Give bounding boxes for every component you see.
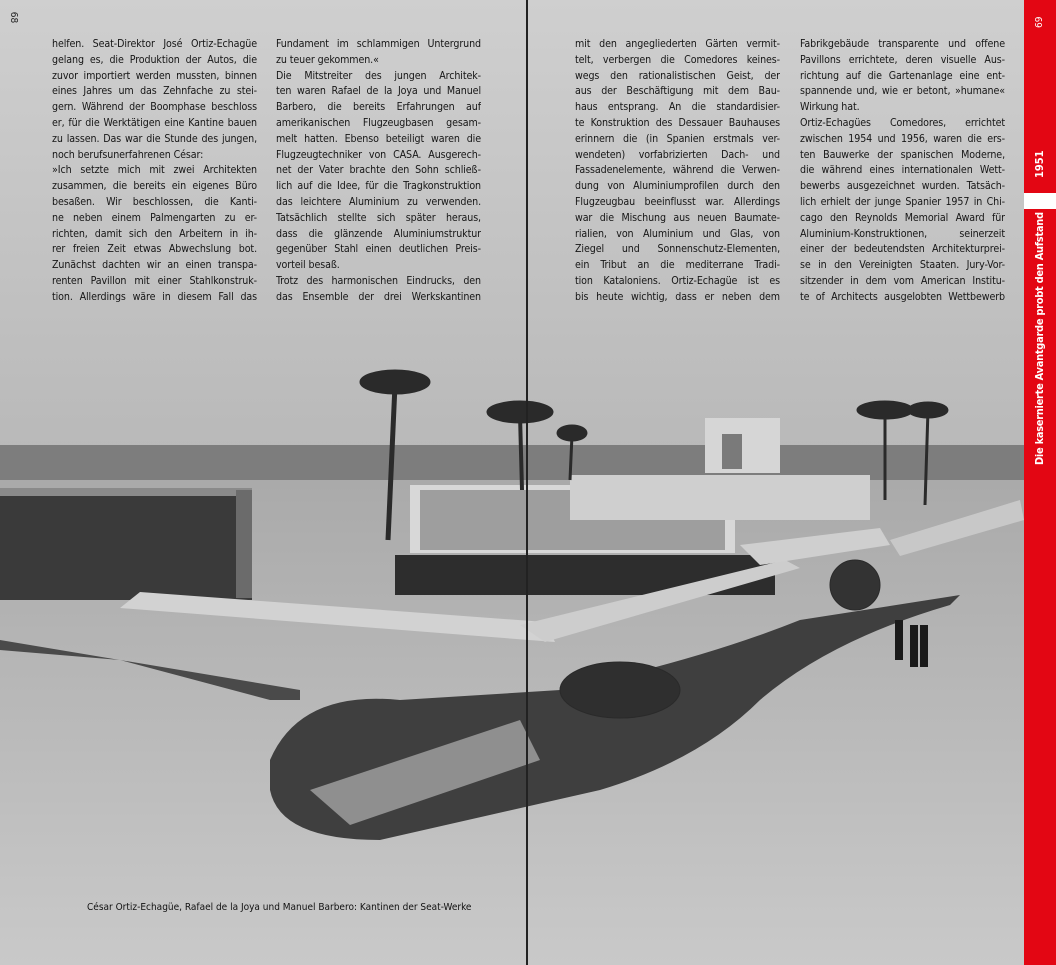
text-line: bewerbs ausgezeichnet wurden. Tatsäch- (800, 180, 1005, 193)
text-line: Fassadenelemente, während die Verwen- (575, 164, 780, 177)
text-line: Barbero, die bereits Erfahrungen auf (276, 101, 481, 114)
text-line: zwischen 1954 und 1956, waren die ers- (800, 132, 1005, 145)
text-line: Flugzeugbau beeinflusst war. Allerdings (575, 195, 780, 208)
text-line: bis heute wichtig, dass er neben dem (575, 290, 780, 303)
text-line: richten, damit sich den Arbeitern in ih- (52, 227, 257, 240)
text-line: richtung auf die Gartenanlage eine ent- (800, 69, 1005, 82)
text-line: war die Mischung aus neuen Baumate- (575, 211, 780, 224)
text-line: einer der bedeutendsten Architekturprei- (800, 243, 1005, 256)
text-line: Tatsächlich stellte sich später heraus, (276, 211, 481, 224)
text-line: Fundament im schlammigen Untergrund (276, 38, 481, 50)
text-column-4 (800, 37, 1005, 306)
side-tab-bar (1024, 0, 1056, 965)
text-line: aus der Beschäftigung mit dem Bau- (575, 85, 780, 98)
text-line: te Konstruktion des Dessauer Bauhauses (575, 116, 780, 129)
text-line: noch berufsunerfahrenen César: (52, 148, 204, 161)
page-number-left: 68 (8, 11, 20, 24)
text-line: lich erhielt der junge Spanier 1957 in Chi- (800, 195, 1005, 208)
text-line: ein Tribut an die mediterrane Tradi- (575, 259, 780, 272)
text-line: dass die glänzende Aluminiumstruktur (276, 227, 481, 240)
text-line: wendeten) vorfabrizierten Dach- und (575, 148, 780, 161)
text-line: se in den Vereinigten Staaten. Jury-Vor- (800, 259, 1005, 272)
text-line: eines Jahres um das Zehnfache zu stei- (52, 85, 257, 98)
text-line: gelang es, die Produktion der Autos, die (52, 53, 257, 66)
text-line: spannende und, wie er betont, »humane« (800, 85, 1005, 98)
text-line: lich auf die Idee, für die Tragkonstruktion (276, 180, 481, 193)
text-line: zusammen, die bereits ein eigenes Büro (52, 180, 257, 193)
text-line: amerikanischen Flugzeugbasen gesam- (276, 116, 481, 129)
text-line: er, für die Werktätigen eine Kantine bauen (52, 116, 257, 129)
text-column-3 (575, 37, 780, 306)
text-line: Flugzeugtechniker von CASA. Ausgerech- (276, 148, 481, 161)
text-line: renten Pavillon mit einer Stahlkonstruk- (52, 274, 257, 287)
text-line: ten Bauwerke der spanischen Moderne, (800, 148, 1005, 161)
text-line: zu teuer gekommen.« (276, 53, 379, 66)
text-column-1 (52, 37, 257, 306)
side-tab-separator (1024, 193, 1056, 209)
text-line: Ortiz-Echagües Comedores, errichtet (800, 116, 1005, 129)
text-line: gegenüber Stahl einen deutlichen Preis- (276, 243, 481, 256)
text-line: das Ensemble der drei Werkskantinen (276, 290, 481, 303)
text-line: Wirkung hat. (800, 101, 860, 114)
text-line: gern. Während der Boomphase beschloss (52, 101, 257, 114)
text-line: te of Architects ausgelobten Wettbewerb (800, 290, 1005, 303)
text-line: Die Mitstreiter des jungen Architek- (276, 69, 481, 82)
text-line: tion Kataloniens. Ortiz-Echagüe ist es (575, 274, 780, 287)
text-line: helfen. Seat-Direktor José Ortiz-Echagüe (52, 38, 257, 50)
text-line: das leichtere Aluminium zu verwenden. (276, 195, 481, 208)
text-column-2 (276, 37, 481, 306)
text-line: Pavillons errichtete, deren visuelle Aus- (800, 53, 1005, 66)
text-line: ten waren Rafael de la Joya und Manuel (276, 85, 481, 98)
text-line: Zunächst dachten wir an einen transpa- (52, 259, 257, 272)
text-line: Fabrikgebäude transparente und offene (800, 38, 1005, 50)
text-line: telt, verbergen die Comedores keines- (575, 53, 780, 66)
text-line: Trotz des harmonischen Eindrucks, den (276, 274, 481, 287)
running-title: Die kasernierte Avantgarde probt den Aufstand (1033, 212, 1046, 465)
text-line: sitzender in dem vom American Institu- (800, 274, 1005, 287)
text-line: rer freien Zeit etwas Abwechslung bot. (52, 243, 257, 256)
text-line: tion. Allerdings wäre in diesem Fall das (52, 290, 257, 303)
text-line: net der Vater brachte den Sohn schließ- (276, 164, 481, 177)
text-line: wegs den rationalistischen Geist, der (575, 69, 780, 82)
text-line: haus entsprang. An die standardisier- (575, 101, 780, 114)
text-line: »Ich setzte mich mit zwei Architekten (52, 164, 257, 177)
text-line: Ziegel und Sonnenschutz-Elementen, (575, 243, 780, 256)
text-line: ne neben einem Palmengarten zu er- (52, 211, 257, 224)
text-line: die während eines internationalen Wett- (800, 164, 1005, 177)
text-line: cago den Reynolds Memorial Award für (800, 211, 1005, 224)
text-line: dung von Aluminiumprofilen durch den (575, 180, 780, 193)
text-line: besaßen. Wir beschlossen, die Kanti- (52, 195, 257, 208)
text-line: Aluminium-Konstruktionen, seinerzeit (800, 227, 1005, 240)
text-line: vorteil besaß. (276, 259, 340, 272)
text-line: zu lassen. Das war die Stunde des jungen, (52, 132, 257, 145)
chapter-year: 1951 (1033, 150, 1046, 178)
text-line: melt hatten. Ebenso beteiligt waren die (276, 132, 481, 145)
text-line: mit den angegliederten Gärten vermit- (575, 38, 780, 50)
text-line: rialien, von Aluminium und Glas, von (575, 227, 780, 240)
text-line: zuvor importiert werden mussten, binnen (52, 69, 257, 82)
page-number-right: 69 (1034, 16, 1045, 28)
page-gutter-divider (526, 0, 528, 965)
text-line: erinnern die (in Spanien erstmals ver- (575, 132, 780, 145)
photo-caption: César Ortiz-Echagüe, Rafael de la Joya und Manuel Barbero: Kantinen der Seat-Werke (87, 902, 472, 913)
